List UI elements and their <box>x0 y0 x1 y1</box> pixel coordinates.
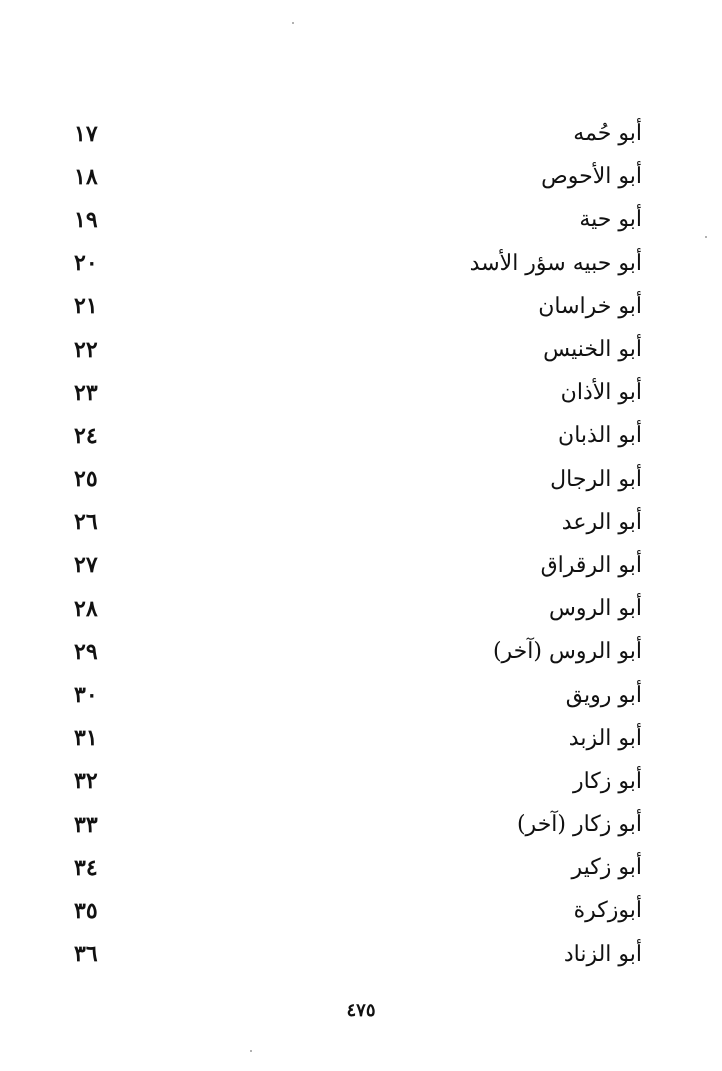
list-item <box>60 717 650 760</box>
entry-number: ٢٥ <box>74 466 98 493</box>
entry-number: ٣٦ <box>74 941 98 968</box>
list-item <box>60 242 650 285</box>
list-item <box>60 371 650 414</box>
entry-number: ٢٦ <box>74 509 98 536</box>
page-number: ٤٧٥ <box>346 1000 376 1021</box>
entry-number: ١٨ <box>74 163 98 190</box>
entry-name: أبو حبيه سؤر الأسد <box>469 250 642 276</box>
entry-number: ٢٩ <box>74 638 98 665</box>
entry-number: ٢٣ <box>74 379 98 406</box>
list-item <box>60 544 650 587</box>
entry-number: ٢٧ <box>74 552 98 579</box>
entry-name: أبو رويق <box>565 682 642 708</box>
entry-number: ٣٣ <box>74 811 98 838</box>
list-item <box>60 889 650 932</box>
entry-number: ٢٢ <box>74 336 98 363</box>
entry-number: ٣٢ <box>74 768 98 795</box>
entry-name: أبو زكار (آخر) <box>516 812 642 838</box>
entry-number: ٣١ <box>74 725 98 752</box>
entry-name: أبو الزناد <box>563 941 642 967</box>
entry-name: أبو الروس <box>548 596 642 622</box>
entry-number: ٢٨ <box>74 595 98 622</box>
entry-number: ٢٤ <box>74 422 98 449</box>
scan-speck <box>292 22 294 24</box>
list-item <box>60 846 650 889</box>
entry-number: ١٩ <box>74 206 98 233</box>
list-item <box>60 155 650 198</box>
entry-list <box>60 112 650 976</box>
list-item <box>60 673 650 716</box>
list-item <box>60 458 650 501</box>
entry-name: أبوزكرة <box>573 898 642 924</box>
entry-name: أبو الرجال <box>550 466 642 492</box>
scan-speck <box>250 1050 252 1052</box>
entry-name: أبو زكار <box>572 768 642 794</box>
list-item <box>60 285 650 328</box>
entry-number: ٢١ <box>74 293 98 320</box>
entry-name: أبو الأحوص <box>541 164 642 190</box>
list-item <box>60 933 650 976</box>
list-item <box>60 414 650 457</box>
entry-name: أبو الزبد <box>568 725 642 751</box>
entry-number: ٢٠ <box>74 250 98 277</box>
list-item <box>60 587 650 630</box>
entry-name: أبو زكير <box>571 855 642 881</box>
list-item <box>60 198 650 241</box>
scan-speck <box>705 236 707 238</box>
entry-number: ٣٠ <box>74 682 98 709</box>
entry-number: ٣٤ <box>74 854 98 881</box>
list-item <box>60 760 650 803</box>
list-item <box>60 630 650 673</box>
entry-name: أبو حُمه <box>573 121 642 147</box>
list-item <box>60 803 650 846</box>
entry-name: أبو خراسان <box>538 293 642 319</box>
entry-name: أبو الروس (آخر) <box>492 639 642 665</box>
list-item <box>60 112 650 155</box>
entry-number: ٣٥ <box>74 897 98 924</box>
list-item <box>60 501 650 544</box>
entry-name: أبو الرعد <box>561 509 642 535</box>
entry-name: أبو الخنيس <box>543 337 642 363</box>
entry-number: ١٧ <box>74 120 98 147</box>
list-item <box>60 328 650 371</box>
entry-name: أبو الذبان <box>558 423 642 449</box>
entry-name: أبو الرقراق <box>540 552 642 578</box>
entry-name: أبو الأذان <box>560 380 642 406</box>
entry-name: أبو حية <box>579 207 642 233</box>
